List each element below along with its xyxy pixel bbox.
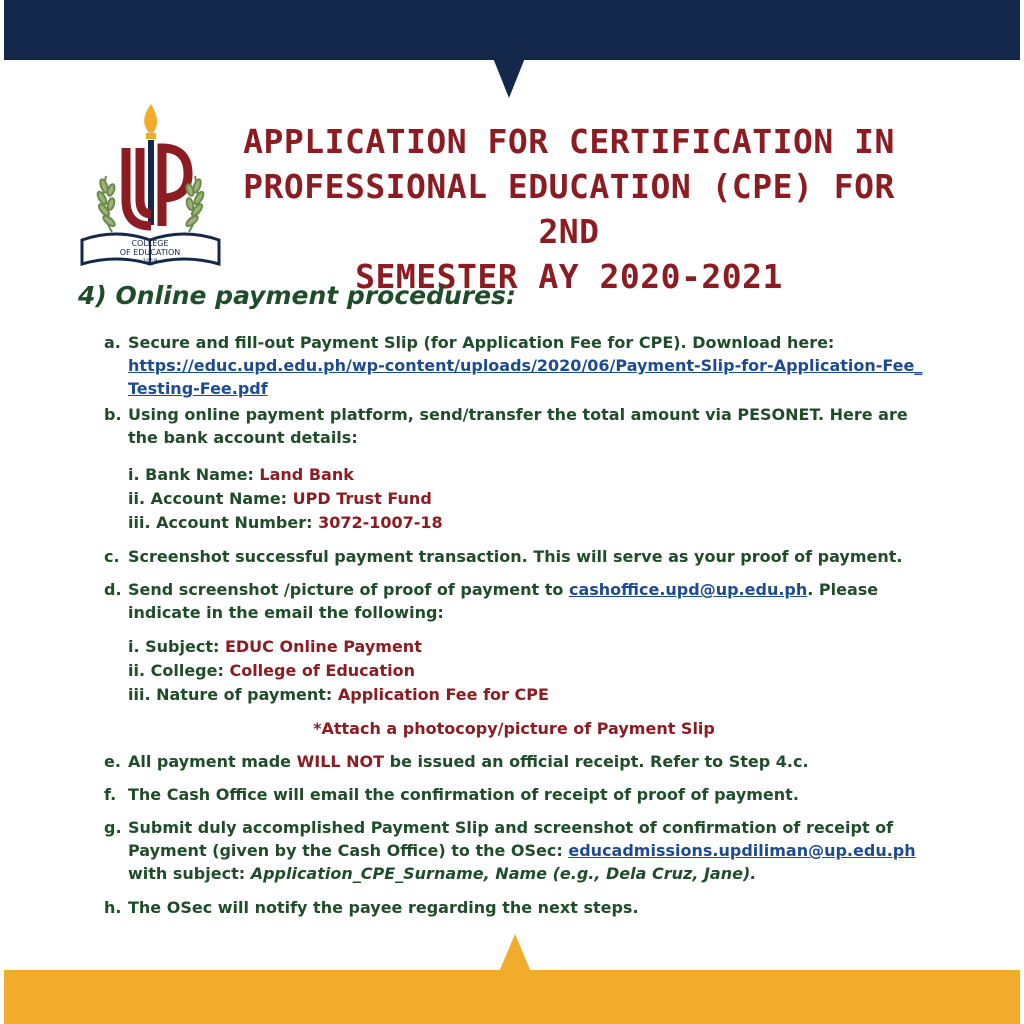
- section-title: 4) Online payment procedures:: [78, 281, 516, 310]
- osec-email-link[interactable]: educadmissions.updiliman@up.edu.ph: [568, 841, 916, 860]
- payment-steps-list: [104, 331, 924, 926]
- bottom-banner: [4, 970, 1020, 1024]
- step-c-text: Screenshot successful payment transaction. This will serve as your proof of payment.: [128, 547, 903, 566]
- title-line-1: APPLICATION FOR CERTIFICATION IN: [243, 122, 895, 161]
- college-row: ii. College: College of Education: [128, 661, 415, 680]
- step-a-text: Secure and fill-out Payment Slip (for Application Fee for CPE). Download here:: [128, 333, 835, 352]
- top-banner: [4, 0, 1020, 60]
- top-banner-notch: [493, 58, 525, 98]
- bottom-banner-notch: [499, 934, 531, 972]
- step-f-text: The Cash Office will email the confirmation of receipt of proof of payment.: [128, 785, 799, 804]
- step-e: e. All payment made WILL NOT be issued an official receipt. Refer to Step 4.c.: [104, 752, 809, 771]
- title-line-3: SEMESTER AY 2020-2021: [355, 257, 783, 296]
- torch-flame-icon: [144, 104, 157, 133]
- account-number-row: iii. Account Number: 3072-1007-18: [128, 513, 443, 532]
- svg-text:COLLEGE: COLLEGE: [131, 239, 169, 248]
- cash-office-email-link[interactable]: cashoffice.upd@up.edu.ph: [568, 580, 808, 599]
- nature-of-payment-row: iii. Nature of payment: Application Fee for CPE: [128, 685, 549, 704]
- bank-name-row: i. Bank Name: Land Bank: [128, 465, 354, 484]
- subject-row: i. Subject: EDUC Online Payment: [128, 637, 422, 656]
- svg-text:1918: 1918: [142, 258, 158, 265]
- step-d: d. Send screenshot /picture of proof of payment to cashoffice.upd@up.edu.ph. Please indicate in the email the following:: [104, 580, 879, 622]
- step-h: h. The OSec will notify the payee regarding the next steps.: [104, 898, 639, 917]
- email-details-list: [104, 635, 924, 717]
- bank-details-list: [104, 463, 924, 545]
- step-b: b. Using online payment platform, send/transfer the total amount via PESONET. Here are the bank account details:: [104, 405, 908, 447]
- subject-format: Application_CPE_Surname, Name (e.g., Dela Cruz, Jane).: [250, 864, 757, 883]
- attach-note-row: [104, 717, 924, 750]
- step-h-text: The OSec will notify the payee regarding the next steps.: [128, 898, 639, 917]
- step-a: a. Secure and fill-out Payment Slip (for Application Fee for CPE). Download here: https://educ.upd.edu.ph/wp-content/uploads/2020/06/Payment-Slip-for-Application-Fee_Testing-Fee.pdf: [104, 333, 923, 398]
- step-b-text: Using online payment platform, send/transfer the total amount via PESONET. Here are the bank account details:: [128, 405, 908, 447]
- step-g: g. Submit duly accomplished Payment Slip and screenshot of confirmation of receipt of Payment (given by the Cash Office) to the OSec: educadmissions.updiliman@up.edu.ph with subject: Application_CPE_Surname, Name (e.g., Dela Cruz, Jane).: [104, 818, 916, 883]
- account-name-row: ii. Account Name: UPD Trust Fund: [128, 489, 432, 508]
- step-c: c. Screenshot successful payment transaction. This will serve as your proof of payment.: [104, 547, 903, 566]
- svg-text:OF EDUCATION: OF EDUCATION: [119, 248, 181, 257]
- step-f: f. The Cash Office will email the confirmation of receipt of proof of payment.: [104, 785, 799, 804]
- title-line-2: PROFESSIONAL EDUCATION (CPE) FOR 2ND: [243, 167, 895, 251]
- will-not-emphasis: WILL NOT: [296, 752, 385, 771]
- payment-slip-download-link[interactable]: https://educ.upd.edu.ph/wp-content/uploads/2020/06/Payment-Slip-for-Application-Fee_Testing-Fee.pdf: [128, 356, 923, 398]
- page-title: [236, 119, 902, 299]
- college-of-education-logo: [78, 100, 223, 270]
- attach-note: *Attach a photocopy/picture of Payment Slip: [313, 719, 715, 738]
